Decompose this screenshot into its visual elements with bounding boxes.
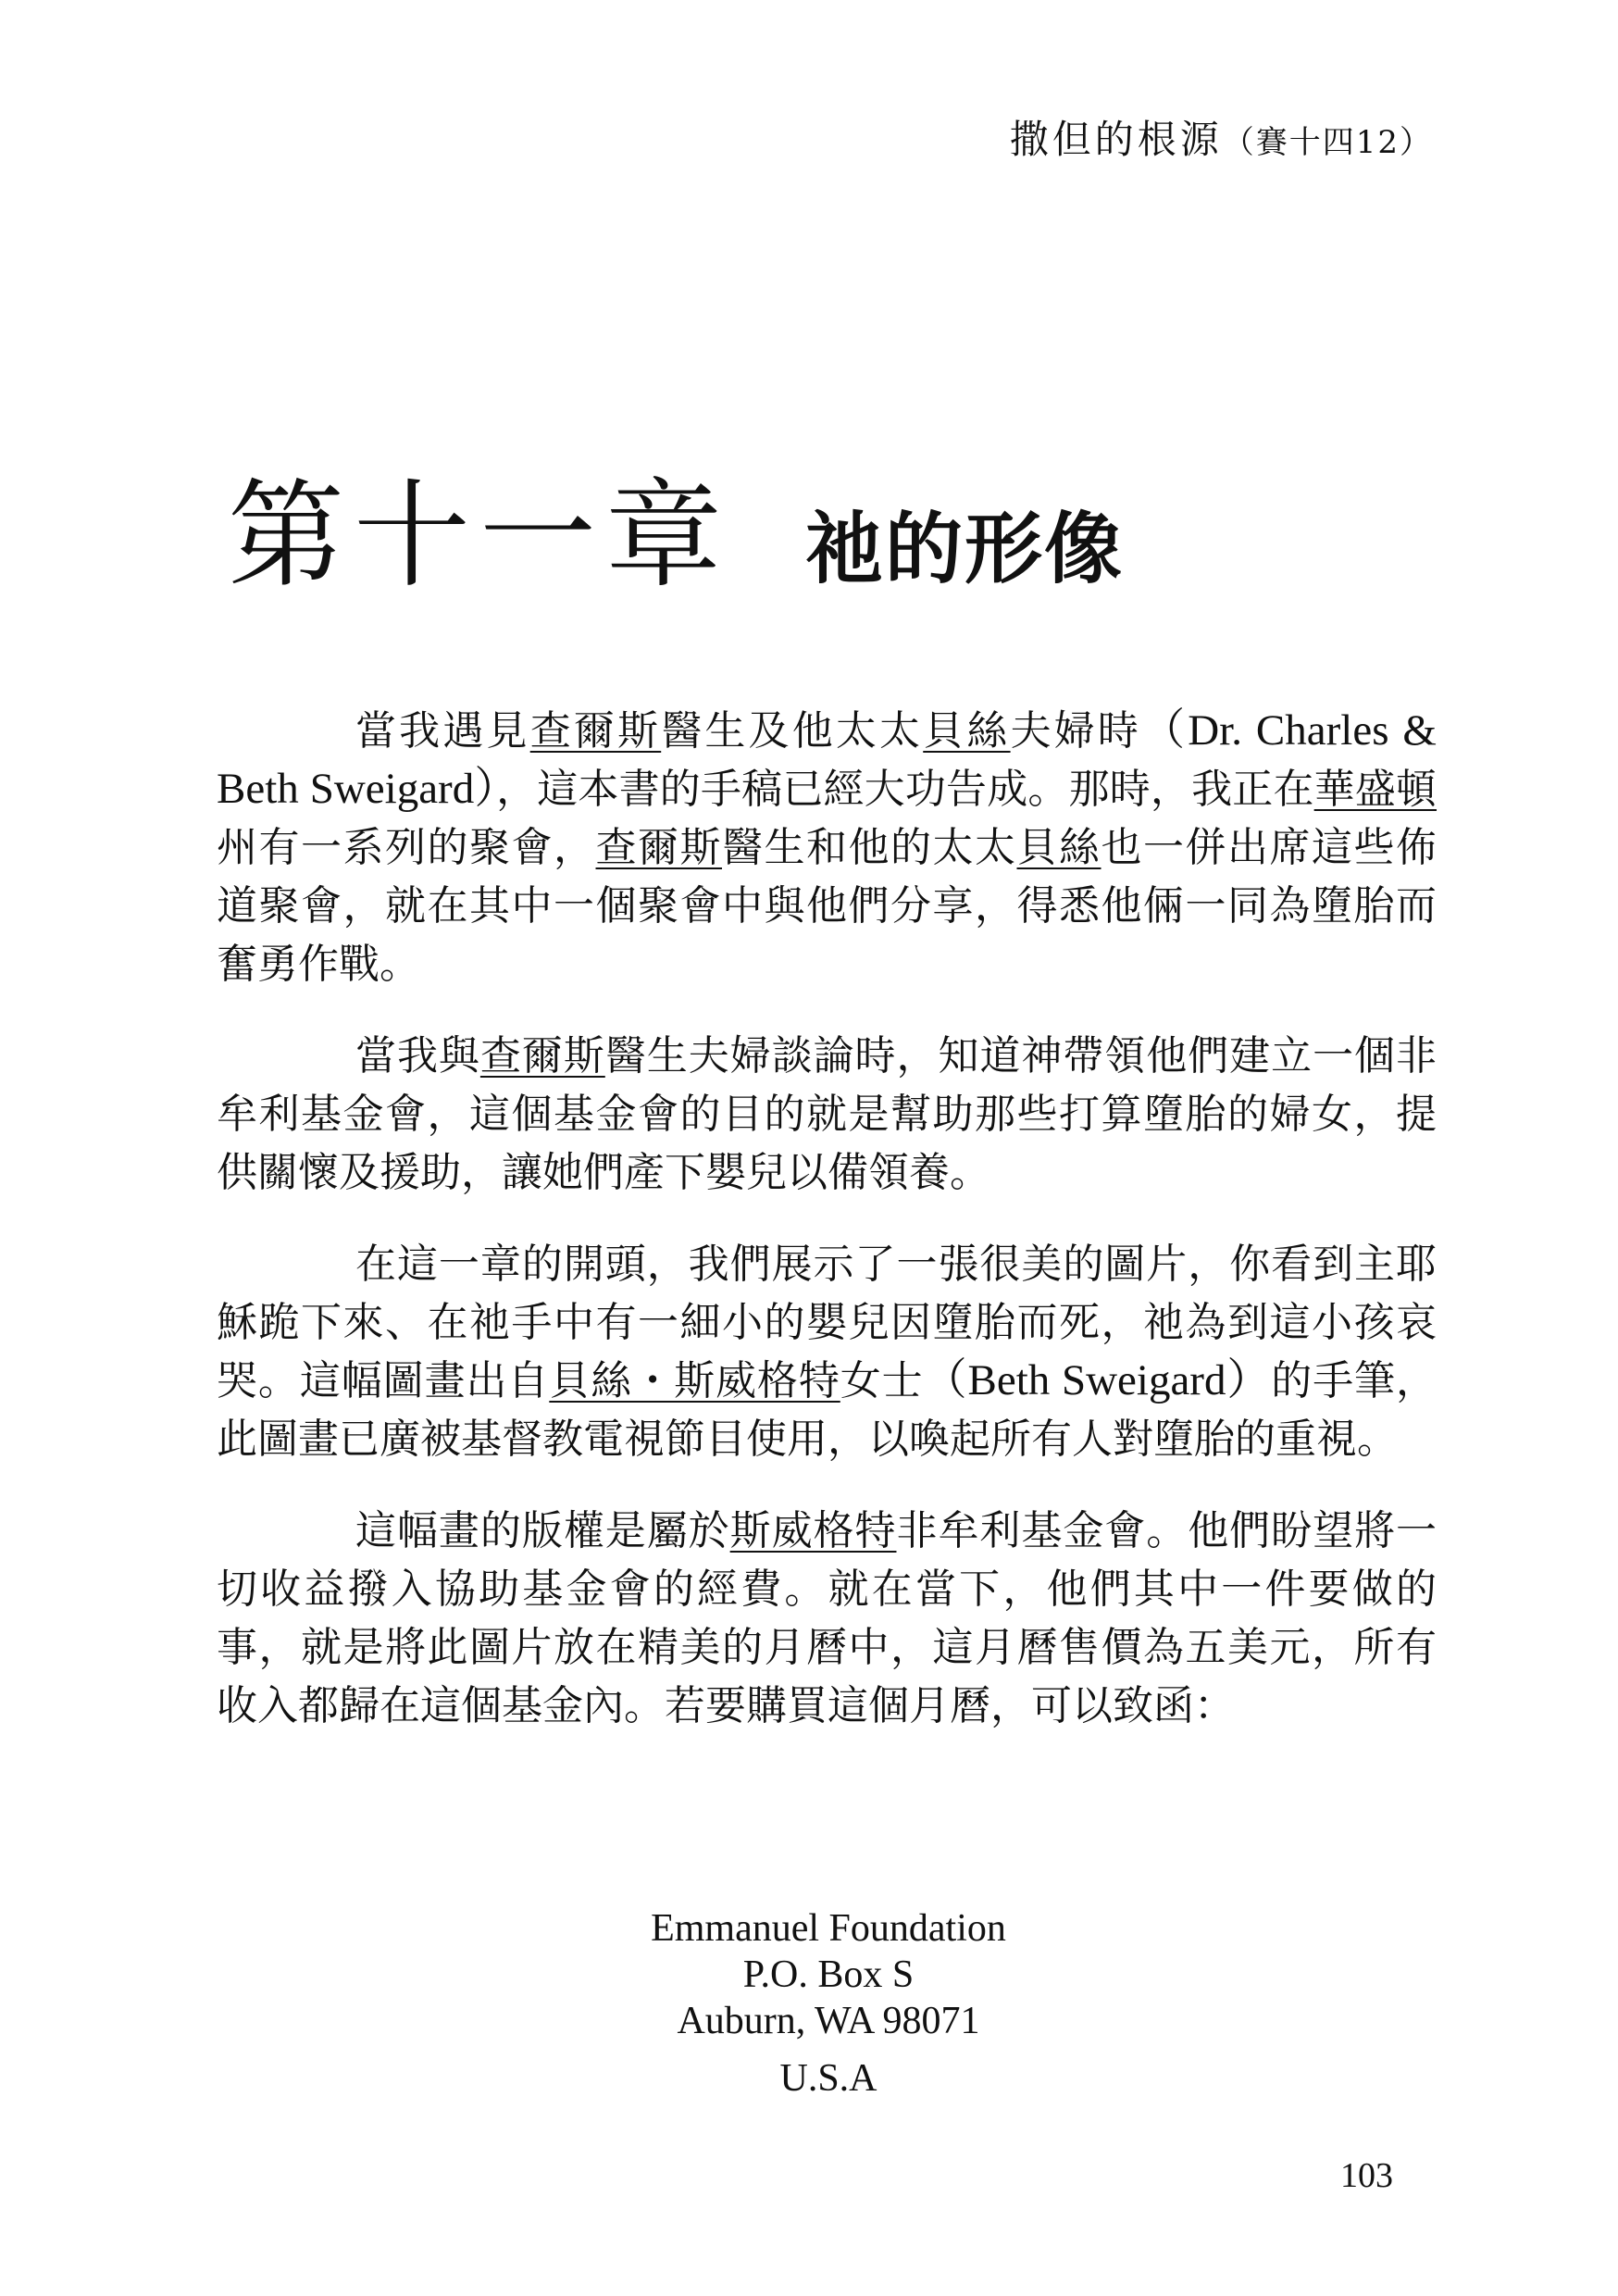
- text: 也一併出席這些佈道聚會，就在其中一個聚會中與他們分享，得悉他倆一同為墮胎而奮勇作戰。: [217, 824, 1437, 988]
- chapter-title: 祂的形像: [805, 504, 1125, 594]
- text: 的手筆，此圖畫已廣被基督教電視節目使用，以喚起所有人對墮胎的重視。: [217, 1357, 1438, 1463]
- text: 醫生夫婦談論時，知道神帶領他們建立一個非牟利基金會，這個基金會的目的就是幫助那些打算墮胎的婦女，提供關懷及援助，讓她們產下嬰兒以備領養。: [217, 1032, 1438, 1196]
- text: 州有一系列的聚會，: [217, 824, 596, 871]
- text: 當我遇見: [355, 707, 530, 755]
- body-text: [217, 702, 1437, 1768]
- text: 非牟利基金會。他們盼望將一切收益撥入協助基金會的經費。就在當下，他們其中一件要做的事，就是將此圖片放在精美的月曆中，這月曆售價為五美元，所有收入都歸在這個基金內。若要購買這個月曆，可以致函：: [217, 1507, 1438, 1729]
- text: 在這一章的開頭，我們展示了一張很美的圖片，你看到主耶穌跪下來、在祂手中有一細小的嬰兒因墮胎而死，祂為到這小孩哀哭。這幅圖畫出自: [217, 1241, 1437, 1404]
- address-country: U.S.A: [779, 2057, 877, 2100]
- english-name: （Dr. Charles & Beth Sweigard）: [217, 706, 1437, 813]
- paragraph-1: [217, 702, 1437, 993]
- underlined-place: 華盛頓: [1313, 766, 1438, 813]
- paragraph-3: [217, 1235, 1437, 1468]
- underlined-name: 貝絲: [1016, 824, 1101, 871]
- text: 夫婦時: [1010, 707, 1142, 755]
- address-line: Emmanuel Foundation: [651, 1907, 1006, 1950]
- text: 醫生和他的太太: [722, 824, 1017, 871]
- text: 女士: [840, 1357, 924, 1404]
- address-line: Auburn, WA 98071: [677, 2000, 980, 2042]
- paragraph-4: [217, 1502, 1437, 1735]
- text: 醫生及他太太: [661, 707, 924, 755]
- mailing-address: [0, 1905, 1618, 2102]
- text: 這幅畫的版權是屬於: [355, 1507, 730, 1554]
- chapter-number: 第十一章: [228, 468, 731, 604]
- underlined-name: 貝絲・斯威格特: [549, 1357, 840, 1404]
- header-title: 撒但的根源: [1009, 117, 1223, 162]
- underlined-name: 貝絲: [923, 707, 1011, 755]
- underlined-name: 斯威格特: [729, 1507, 897, 1554]
- text: 當我與: [355, 1032, 480, 1079]
- address-line: P.O. Box S: [742, 1953, 915, 1996]
- running-header: [1010, 109, 1433, 165]
- underlined-name: 查爾斯: [479, 1032, 605, 1079]
- underlined-name: 查爾斯: [595, 824, 722, 871]
- paragraph-2: [217, 1027, 1437, 1202]
- page-number: 103: [1340, 2156, 1393, 2195]
- english-name: （Beth Sweigard）: [923, 1356, 1272, 1404]
- chapter-heading: [228, 443, 1124, 610]
- underlined-name: 查爾斯: [529, 707, 662, 755]
- header-reference: （賽十四12）: [1222, 124, 1433, 161]
- text: ，這本書的手稿已經大功告成。那時，我正在: [496, 766, 1314, 813]
